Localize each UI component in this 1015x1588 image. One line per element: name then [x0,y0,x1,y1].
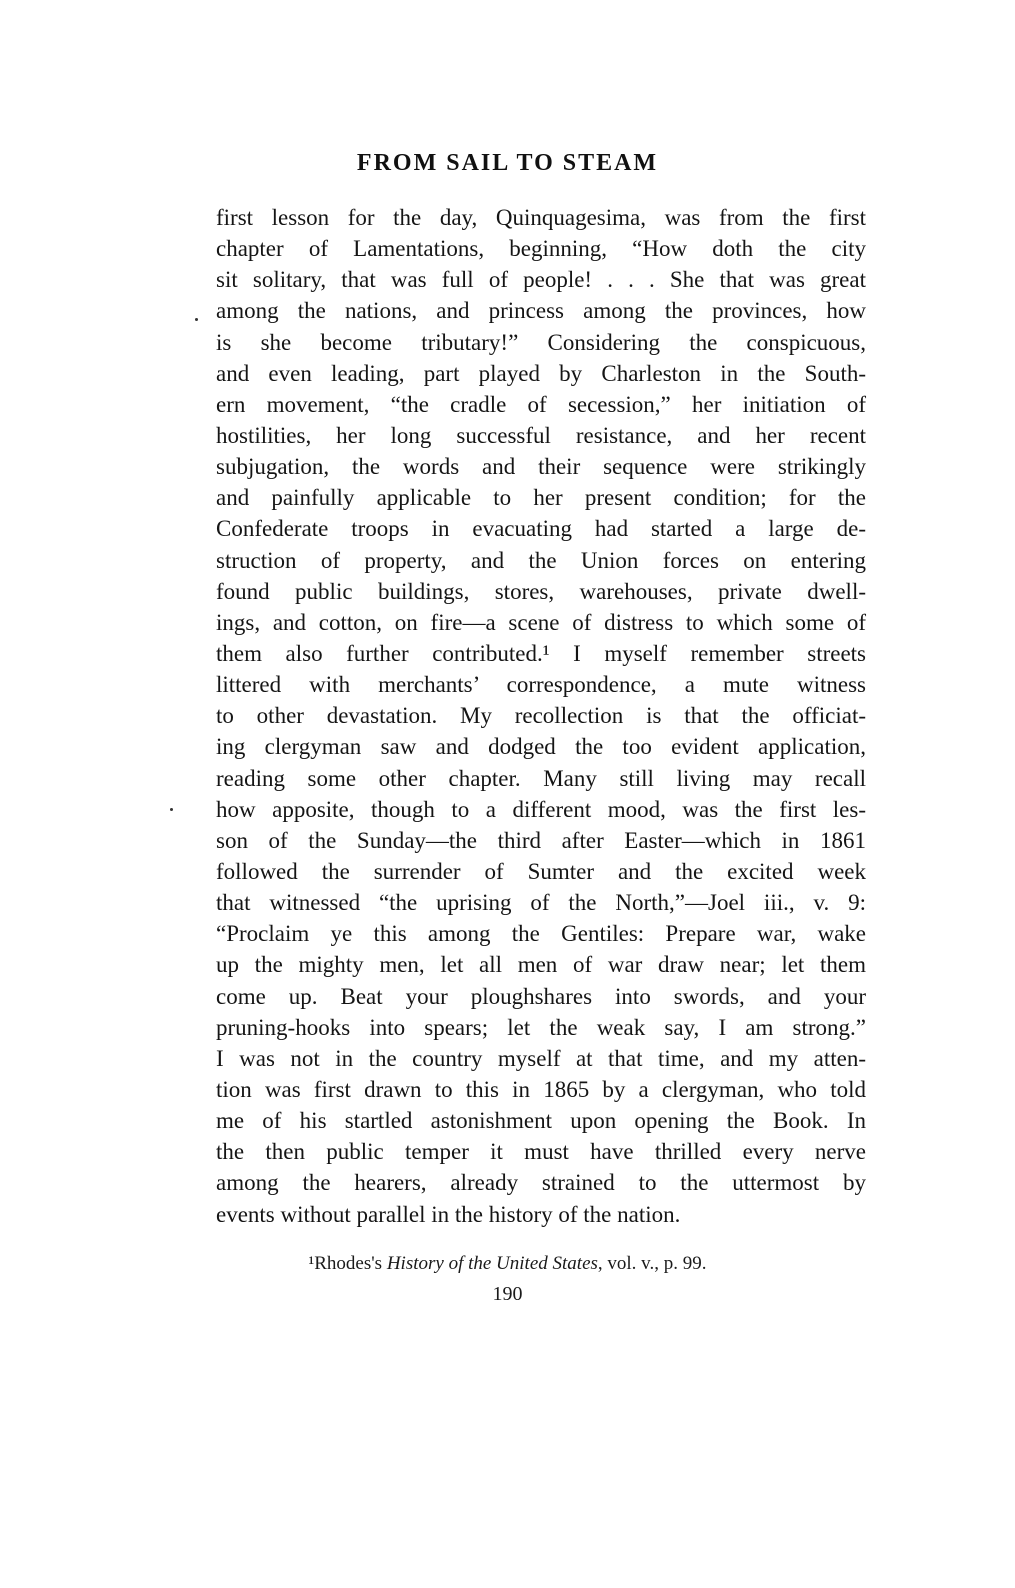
text-line: “Proclaim ye this among the Gentiles: Prepare war, wake [216,921,866,947]
text-line: found public buildings, stores, warehouses, private dwell- [216,578,866,604]
text-line: them also further contributed.¹ I myself remember streets [216,640,866,666]
text-line: up the mighty men, let all men of war draw near; let them [216,952,866,978]
margin-speck [170,808,173,811]
page-number: 190 [492,1283,523,1305]
text-line: I was not in the country myself at that time, and my atten- [216,1045,866,1071]
text-line: tion was first drawn to this in 1865 by a clergyman, who told [216,1076,866,1102]
text-line: that witnessed “the uprising of the North,”—Joel iii., v. 9: [216,890,866,916]
margin-speck [195,318,198,321]
text-line: how apposite, though to a different mood, was the first les- [216,796,866,822]
footnote-prefix: Rhodes's [314,1253,387,1274]
text-line: ings, and cotton, on fire—a scene of distress to which some of [216,609,866,635]
footnote [0,1253,1015,1275]
text-line: and even leading, part played by Charleston in the South- [216,360,866,386]
text-line: subjugation, the words and their sequence were strikingly [216,454,866,480]
text-line: to other devastation. My recollection is that the officiat- [216,703,866,729]
text-line: hostilities, her long successful resistance, and her recent [216,422,866,448]
footnote-title: History of the United States [386,1253,598,1274]
text-line: me of his startled astonishment upon opening the Book. In [216,1108,866,1134]
text-line: first lesson for the day, Quinquagesima, was from the first [216,205,866,230]
text-line: the then public temper it must have thrilled every nerve [216,1139,866,1165]
text-line: sit solitary, that was full of people! . . . She that was great [216,267,866,293]
text-line: reading some other chapter. Many still living may recall [216,765,866,791]
text-line: struction of property, and the Union forces on entering [216,547,866,573]
text-line: pruning-hooks into spears; let the weak say, I am strong.” [216,1014,866,1040]
text-line: Confederate troops in evacuating had started a large de- [216,516,866,542]
text-line: chapter of Lamentations, beginning, “How doth the city [216,236,866,262]
text-line: among the nations, and princess among the provinces, how [216,298,866,324]
text-line: and painfully applicable to her present condition; for the [216,485,866,511]
text-line: come up. Beat your ploughshares into swords, and your [216,983,866,1009]
text-line: littered with merchants’ correspondence, a mute witness [216,672,866,698]
running-head: FROM SAIL TO STEAM [356,150,659,176]
text-line: ern movement, “the cradle of secession,” her initiation of [216,391,866,417]
text-line: son of the Sunday—the third after Easter—which in 1861 [216,827,866,853]
text-line: ing clergyman saw and dodged the too evident application, [216,734,866,760]
text-line: events without parallel in the history of the nation. [216,1201,681,1227]
footnote-marker: ¹ [308,1253,315,1274]
text-line: among the hearers, already strained to the uttermost by [216,1170,866,1196]
body-text [216,202,866,1230]
text-line: followed the surrender of Sumter and the excited week [216,858,866,884]
footnote-suffix: , vol. v., p. 99. [597,1253,707,1274]
text-line: is she become tributary!” Considering the conspicuous, [216,329,866,355]
